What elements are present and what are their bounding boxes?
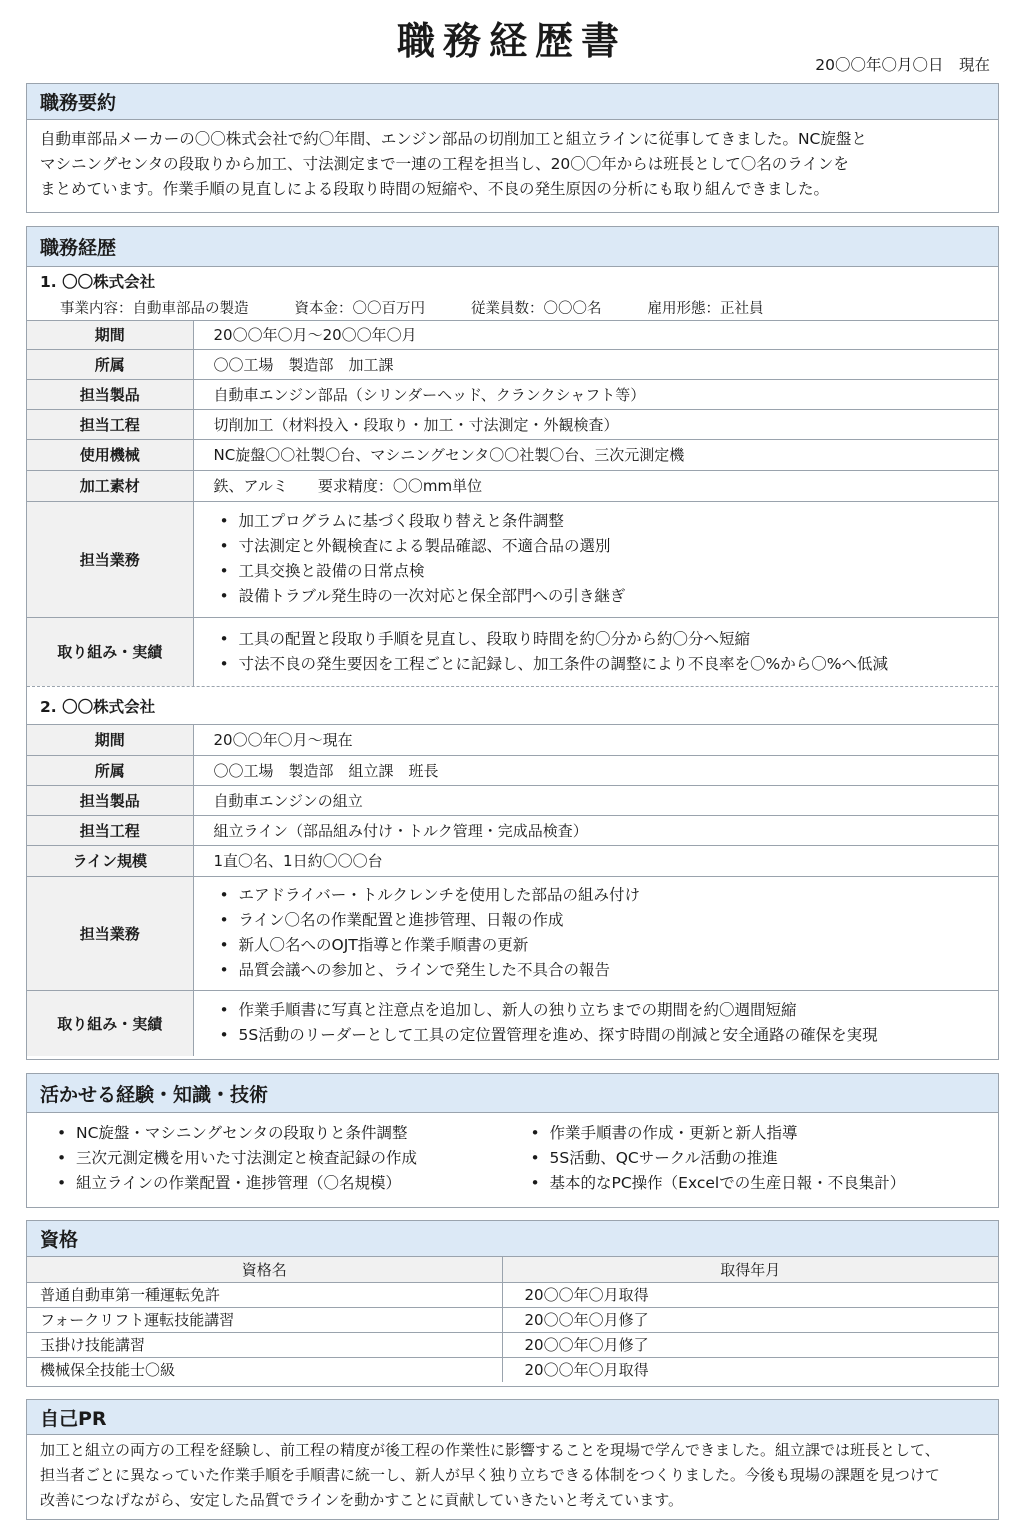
summary-text (27, 120, 998, 202)
qualification-date: 20〇〇年〇月修了 (502, 1307, 998, 1332)
company-2-name: 2. 〇〇株式会社 (27, 687, 998, 725)
skills-list-right (525, 1121, 999, 1196)
row-value: 〇〇工場 製造部 加工課 (193, 349, 998, 379)
company-2-table (27, 725, 998, 1056)
skills-heading: 活かせる経験・知識・技術 (27, 1074, 998, 1113)
row-label: 使用機械 (27, 439, 193, 470)
row-label: 担当工程 (27, 409, 193, 439)
summary-line: 自動車部品メーカーの〇〇株式会社で約〇年間、エンジン部品の切削加工と組立ラインに従事してきました。NC旋盤と (40, 130, 867, 148)
duties-list (214, 883, 999, 983)
history-heading: 職務経歴 (27, 227, 998, 267)
pr-text (27, 1435, 998, 1513)
duties-label: 担当業務 (27, 876, 193, 990)
list-item: • エアドライバー・トルクレンチを使用した部品の組み付け (214, 883, 999, 908)
list-item: • 工具の配置と段取り手順を見直し、段取り時間を約〇分から約〇分へ短縮 (214, 627, 999, 652)
table-row (27, 1357, 998, 1382)
list-item: • NC旋盤・マシニングセンタの段取りと条件調整 (51, 1121, 525, 1146)
document-title: 職務経歴書 (396, 19, 627, 63)
list-item: • 工具交換と設備の日常点検 (214, 559, 999, 584)
summary-line: まとめています。作業手順の見直しによる段取り時間の短縮や、不良の発生原因の分析にも取り組んできました。 (40, 180, 829, 198)
table-row (27, 1282, 998, 1307)
duties-list (214, 509, 999, 609)
list-item: • 寸法測定と外観検査による製品確認、不適合品の選別 (214, 534, 999, 559)
list-item: • 組立ラインの作業配置・進捗管理（〇名規模） (51, 1171, 525, 1196)
list-item: • 基本的なPC操作（Excelでの生産日報・不良集計） (525, 1171, 999, 1196)
company-info-business: 事業内容：自動車部品の製造 (60, 301, 249, 317)
row-value: 組立ライン（部品組み付け・トルク管理・完成品検査） (193, 815, 998, 845)
history-section (26, 226, 999, 1060)
list-item: • 5S活動、QCサークル活動の推進 (525, 1146, 999, 1171)
row-label: 期間 (27, 321, 193, 349)
qualifications-heading: 資格 (27, 1221, 998, 1257)
pr-section (26, 1399, 999, 1520)
row-value: 〇〇工場 製造部 組立課 班長 (193, 755, 998, 785)
qualification-name: 機械保全技能士〇級 (27, 1357, 502, 1382)
duties-label: 担当業務 (27, 501, 193, 617)
summary-line: マシニングセンタの段取りから加工、寸法測定まで一連の工程を担当し、20〇〇年からは班長として〇名のラインを (40, 155, 849, 173)
list-item: • 新人〇名へのOJT指導と作業手順書の更新 (214, 933, 999, 958)
pr-line: 改善につなげながら、安定した品質でラインを動かすことに貢献していきたいと考えています。 (40, 1491, 684, 1509)
table-row (27, 1307, 998, 1332)
qualification-name: 普通自動車第一種運転免許 (27, 1282, 502, 1307)
list-item: • 三次元測定機を用いた寸法測定と検査記録の作成 (51, 1146, 525, 1171)
qualification-name: フォークリフト運転技能講習 (27, 1307, 502, 1332)
document-date: 20〇〇年〇月〇日 現在 (815, 56, 990, 74)
company-info-employees: 従業員数：〇〇〇名 (471, 301, 602, 317)
row-label: 加工素材 (27, 470, 193, 501)
skills-list-left (51, 1121, 525, 1196)
list-item: • 5S活動のリーダーとして工具の定位置管理を進め、探す時間の削減と安全通路の確保を実現 (214, 1023, 999, 1048)
pr-heading: 自己PR (27, 1400, 998, 1435)
row-value: 20〇〇年〇月～20〇〇年〇月 (213, 326, 417, 345)
row-value: 1直〇名、1日約〇〇〇台 (193, 845, 998, 876)
row-value: 鉄、アルミ 要求精度：〇〇mm単位 (193, 470, 998, 501)
qualification-date: 20〇〇年〇月取得 (502, 1357, 998, 1382)
qualifications-table (27, 1257, 998, 1382)
achievements-label: 取り組み・実績 (27, 617, 193, 686)
pr-line: 加工と組立の両方の工程を経験し、前工程の精度が後工程の作業性に影響することを現場で学んできました。組立課では班長として、 (40, 1441, 940, 1459)
row-label: 担当工程 (27, 815, 193, 845)
row-value: NC旋盤〇〇社製〇台、マシニングセンタ〇〇社製〇台、三次元測定機 (193, 439, 998, 470)
column-header-name: 資格名 (27, 1257, 502, 1282)
qualifications-section (26, 1220, 999, 1387)
company-1-name: 1. 〇〇株式会社 (40, 273, 156, 291)
list-item: • 設備トラブル発生時の一次対応と保全部門への引き継ぎ (214, 584, 999, 609)
row-value: 20〇〇年〇月～現在 (213, 731, 353, 750)
summary-section (26, 83, 999, 213)
qualification-date: 20〇〇年〇月取得 (502, 1282, 998, 1307)
company-info-employment: 雇用形態：正社員 (647, 301, 764, 317)
achievements-list (214, 627, 999, 677)
qualification-name: 玉掛け技能講習 (27, 1332, 502, 1357)
column-header-date: 取得年月 (502, 1257, 998, 1282)
row-label: 担当製品 (27, 379, 193, 409)
table-row (27, 1332, 998, 1357)
list-item: • 寸法不良の発生要因を工程ごとに記録し、加工条件の調整により不良率を〇%から〇%へ低減 (214, 652, 999, 677)
list-item: • 品質会議への参加と、ラインで発生した不具合の報告 (214, 958, 999, 983)
row-label: ライン規模 (27, 845, 193, 876)
list-item: • 作業手順書に写真と注意点を追加し、新人の独り立ちまでの期間を約〇週間短縮 (214, 998, 999, 1023)
row-label: 担当製品 (27, 785, 193, 815)
achievements-label: 取り組み・実績 (27, 990, 193, 1056)
company-1-info (27, 295, 998, 321)
list-item: • 加工プログラムに基づく段取り替えと条件調整 (214, 509, 999, 534)
skills-section (26, 1073, 999, 1208)
row-value: 切削加工（材料投入・段取り・加工・寸法測定・外観検査） (193, 409, 998, 439)
list-item: • 作業手順書の作成・更新と新人指導 (525, 1121, 999, 1146)
company-1-table (27, 321, 998, 686)
company-info-capital: 資本金：〇〇百万円 (294, 301, 425, 317)
qualification-date: 20〇〇年〇月修了 (502, 1332, 998, 1357)
pr-line: 担当者ごとに異なっていた作業手順を手順書に統一し、新人が早く独り立ちできる体制をつくりました。今後も現場の課題を見つけて (40, 1466, 940, 1484)
row-value: 自動車エンジン部品（シリンダーヘッド、クランクシャフト等） (193, 379, 998, 409)
row-value: 自動車エンジンの組立 (193, 785, 998, 815)
row-label: 期間 (27, 725, 193, 755)
achievements-list (214, 998, 999, 1048)
list-item: • ライン〇名の作業配置と進捗管理、日報の作成 (214, 908, 999, 933)
row-label: 所属 (27, 349, 193, 379)
summary-heading: 職務要約 (27, 84, 998, 120)
row-label: 所属 (27, 755, 193, 785)
